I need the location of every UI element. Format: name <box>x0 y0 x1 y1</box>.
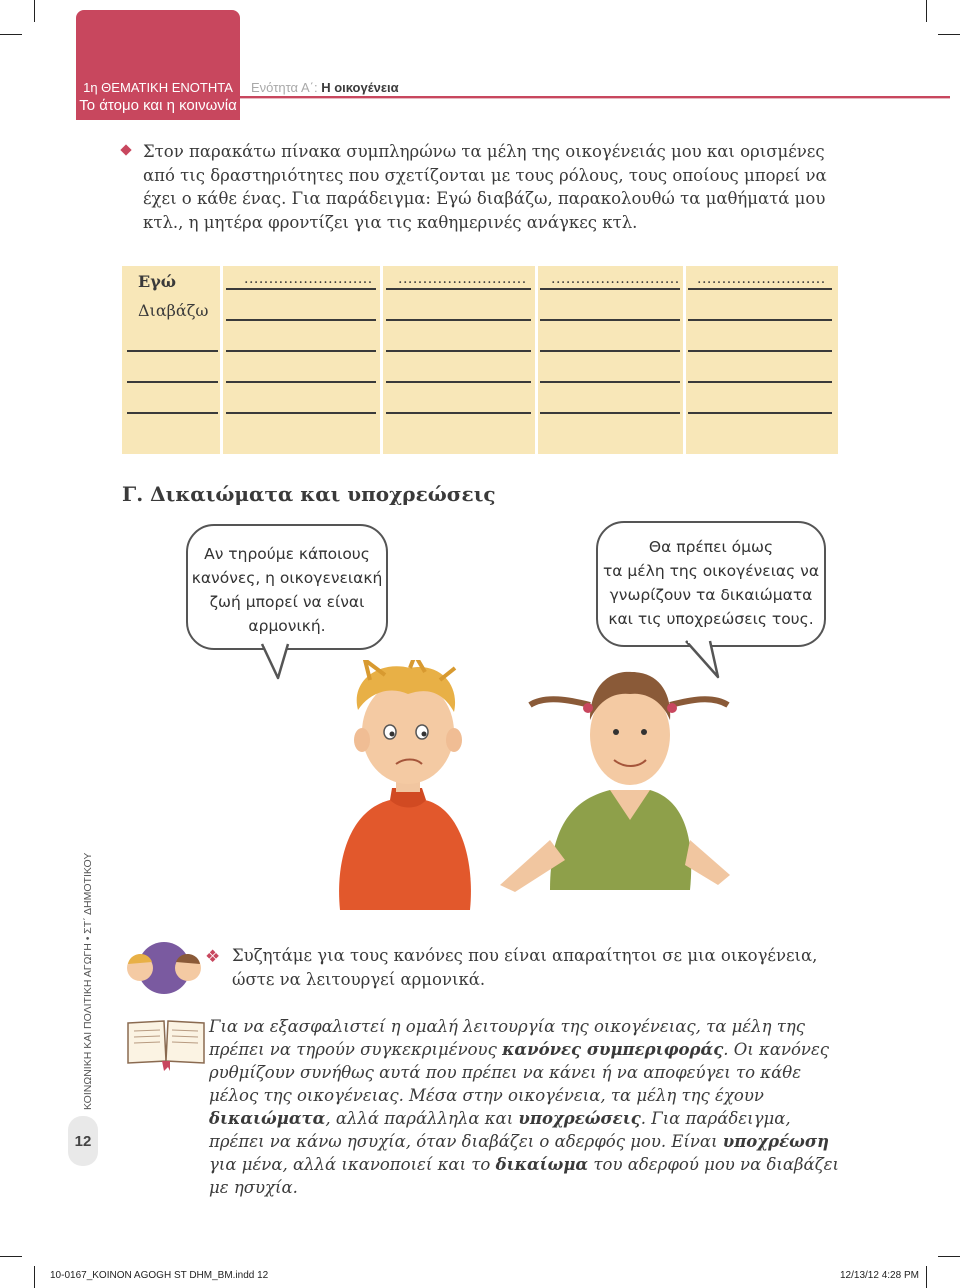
rules-paragraph <box>209 1015 839 1199</box>
table-column-divider <box>380 266 383 454</box>
paragraph-emphasis: υποχρέωση <box>722 1132 830 1151</box>
table-row-line <box>540 350 680 352</box>
table-row-line <box>688 412 832 414</box>
bubble-line: Θα πρέπει όμως <box>648 538 774 556</box>
bubble-line: και τις υποχρεώσεις τους. <box>608 610 814 628</box>
table-row-line <box>540 319 680 321</box>
table-column-divider <box>683 266 686 454</box>
table-header-blank: .......................... <box>398 271 527 287</box>
table-row-line <box>540 288 680 290</box>
section-title: Η οικογένεια <box>321 80 399 95</box>
table-column-divider <box>220 266 223 454</box>
table-row-line <box>386 319 531 321</box>
open-book-icon <box>124 1015 208 1071</box>
crop-mark <box>938 1256 960 1257</box>
crop-mark <box>926 0 927 22</box>
table-row-line <box>386 350 531 352</box>
table-row-line <box>127 412 218 414</box>
crop-mark <box>0 1256 22 1257</box>
paragraph-text: για μένα, αλλά ικανοποιεί και το <box>209 1155 496 1174</box>
vertical-course-label: ΚΟΙΝΩΝΙΚΗ ΚΑΙ ΠΟΛΙΤΙΚΗ ΑΓΩΓΗ • ΣΤ΄ ΔΗΜΟΤΙΚΟΥ <box>82 852 94 1110</box>
paragraph-text: . Για παράδειγμα, πρέπει να κάνω ησυχία, όταν διαβάζει ο αδερφός μου. Είναι <box>209 1109 791 1151</box>
table-header-blank: .......................... <box>551 271 680 287</box>
bubble-line: ζωή μπορεί να είναι <box>209 593 365 611</box>
paragraph-emphasis: υποχρεώσεις <box>518 1109 641 1128</box>
paragraph-emphasis: κανόνες συμπεριφοράς <box>502 1040 724 1059</box>
section-prefix: Ενότητα Α΄: <box>251 80 318 95</box>
paragraph-text: του αδερφού μου να διαβάζει με ησυχία. <box>209 1155 839 1197</box>
paragraph-text: , αλλά παράλληλα και <box>325 1109 519 1128</box>
diamond-bullet-icon <box>120 144 131 155</box>
table-row-line <box>386 412 531 414</box>
bubble-line: τα μέλη της οικογένειας να <box>602 562 820 580</box>
section-label <box>251 80 399 95</box>
table-row-line <box>688 288 832 290</box>
table-row-line <box>226 381 376 383</box>
table-row-line <box>127 381 218 383</box>
paragraph-emphasis: δικαιώματα <box>209 1109 326 1128</box>
intro-text: Στον παρακάτω πίνακα συμπληρώνω τα μέλη της οικογένειάς μου και ορισμένες από τις δραστηριότητες που σχετίζονται με τους ρόλους, τους οποίους μπορεί να έχει ο κάθε ένας. Για παράδειγμα: Εγώ διαβάζω, παρακολουθώ τα μαθήματά μου κτλ., η μητέρα φροντίζει για τις καθημερινές ανάγκες κτλ. <box>143 142 827 232</box>
thematic-unit: 1η ΘΕΜΑΤΙΚΗ ΕΝΟΤΗΤΑ <box>83 80 233 95</box>
table-row-line <box>226 319 376 321</box>
table-row-line <box>540 381 680 383</box>
footer-date: 12/13/12 4:28 PM <box>840 1270 919 1281</box>
table-row-line <box>226 288 376 290</box>
header-rule-thin <box>240 98 950 99</box>
section-heading: Γ. Δικαιώματα και υποχρεώσεις <box>122 482 496 506</box>
table-row-line <box>540 412 680 414</box>
bubble-line: αρμονική. <box>248 617 326 635</box>
table-column-divider <box>535 266 538 454</box>
table-row-line <box>386 288 531 290</box>
table-header-me: Εγώ <box>138 272 176 291</box>
girl-illustration <box>490 660 740 900</box>
crop-mark <box>0 34 22 35</box>
table-row-line <box>226 350 376 352</box>
ornament-bullet-icon: ❖ <box>205 947 221 967</box>
table-row-line <box>127 350 218 352</box>
footer-filename: 10-0167_KOINON AGOGH ST DHM_BM.indd 12 <box>50 1270 269 1281</box>
speech-bubble-right-text <box>596 535 826 631</box>
crop-mark <box>938 34 960 35</box>
speech-bubble-left-text <box>186 542 388 638</box>
discussion-icon <box>122 940 206 996</box>
table-header-blank: .......................... <box>697 271 826 287</box>
table-row-line <box>688 350 832 352</box>
discussion-text: Συζητάμε για τους κανόνες που είναι απαραίτητοι σε μια οικογένεια, ώστε να λειτουργεί αρμονικά. <box>232 946 818 989</box>
thematic-title: Το άτομο και η κοινωνία <box>79 97 237 114</box>
bubble-line: κανόνες, η οικογενειακή <box>191 569 383 587</box>
paragraph-text: Για να εξασφαλιστεί η ομαλή λειτουργία της οικογένειας, τα μέλη της πρέπει να τηρούν συγκεκριμένους <box>209 1017 805 1059</box>
bubble-line: γνωρίζουν τα δικαιώματα <box>609 586 813 604</box>
table-header-blank: .......................... <box>244 271 373 287</box>
speech-bubble-tail-left <box>258 640 298 682</box>
table-row-line <box>226 412 376 414</box>
table-activity-read: Διαβάζω <box>138 301 209 320</box>
table-row-line <box>688 381 832 383</box>
table-row-line <box>688 319 832 321</box>
table-row-line <box>386 381 531 383</box>
boy-illustration <box>330 660 480 910</box>
family-table <box>122 266 838 454</box>
page-number: 12 <box>74 1133 92 1150</box>
paragraph-emphasis: δικαίωμα <box>495 1155 589 1174</box>
paragraph-text: . Οι κανόνες ρυθμίζουν συνήθως αυτά που πρέπει να κάνει ή να αποφεύγει το κάθε μέλος της οικογένειας. Μέσα στην οικογένεια, τα μέλη της έχουν <box>209 1040 830 1105</box>
crop-mark <box>926 1266 927 1288</box>
crop-mark <box>34 0 35 22</box>
crop-mark <box>34 1266 35 1288</box>
bubble-line: Αν τηρούμε κάποιους <box>204 545 370 563</box>
